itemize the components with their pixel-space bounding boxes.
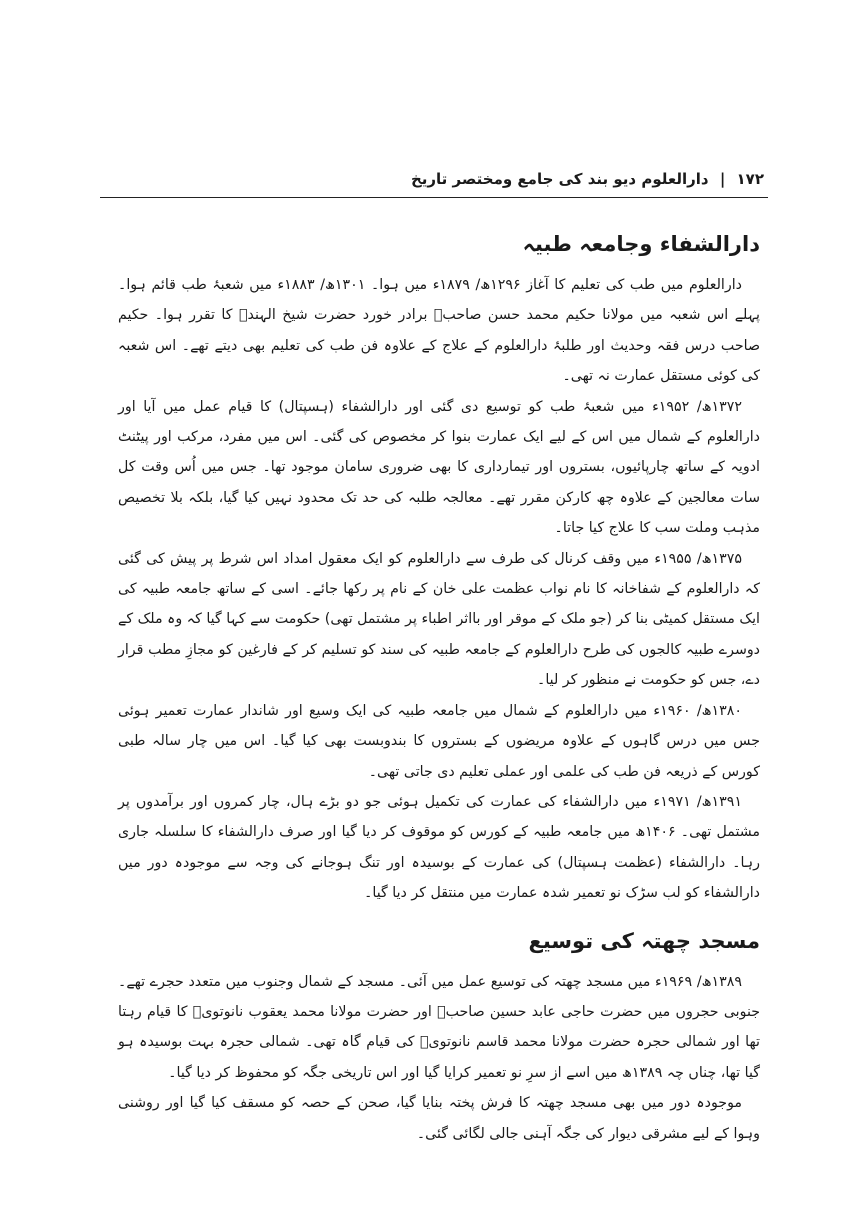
paragraph: ۱۳۷۲ھ/ ۱۹۵۲ء میں شعبۂ طب کو توسیع دی گئی اور دارالشفاء (ہسپتال) کا قیام عمل میں آیا اور دارالعلوم کے شمال میں اس کے لیے ایک عمارت بنوا کر مخصوص کی گئی۔ اس میں مفرد، مرکب اور پیٹنٹ ادویہ کے ساتھ چارپائیوں، بستروں اور تیمارداری کا بھی ضروری سامان موجود تھا۔ جس میں اُس وقت کل سات معالجین کے علاوہ چھ کارکن مقرر تھے۔ معالجہ طلبہ کی حد تک محدود نہیں کیا گیا، بلکہ بلا تخصیص مذہب وملت سب کا علاج کیا جاتا۔: [118, 398, 760, 537]
paragraph: دارالعلوم میں طب کی تعلیم کا آغاز ۱۲۹۶ھ/ ۱۸۷۹ء میں ہوا۔ ۱۳۰۱ھ/ ۱۸۸۳ء میں شعبۂ طب قائم ہوا۔ پہلے اس شعبہ میں مولانا حکیم محمد حسن صاحبؒ برادر خورد حضرت شیخ الہندؒ کا تقرر ہوا۔ حکیم صاحب درس فقہ وحدیث اور طلبۂ دارالعلوم کے علاج کے علاوہ فن طب کی تعلیم بھی دیتے تھے۔ اس شعبہ کی کوئی مستقل عمارت نہ تھی۔: [118, 277, 760, 385]
paragraph: ۱۳۸۰ھ/ ۱۹۶۰ء میں دارالعلوم کے شمال میں جامعہ طبیہ کی ایک وسیع اور شاندار عمارت تعمیر ہوئی جس میں درس گاہوں کے علاوہ مریضوں کے بستروں کا بندوبست بھی کیا گیا۔ اس میں چار سالہ طبی کورس کے ذریعہ فن طب کی علمی اور عملی تعلیم دی جاتی تھی۔: [118, 702, 760, 780]
paragraph: ۱۳۷۵ھ/ ۱۹۵۵ء میں وقف کرنال کی طرف سے دارالعلوم کو ایک معقول امداد اس شرط پر پیش کی گئی کہ دارالعلوم کے شفاخانہ کا نام نواب عظمت علی خان کے نام پر رکھا جائے۔ اسی کے ساتھ جامعہ طبیہ کی ایک مستقل کمیٹی بنا کر (جو ملک کے موقر اور بااثر اطباء پر مشتمل تھی) حکومت سے کہا گیا کہ وہ ملک کے دوسرے طبیہ کالجوں کی طرح دارالعلوم کے جامعہ طبیہ کی سند کو تسلیم کر کے فارغین کو مجازِ مطب قرار دے، جس کو حکومت نے منظور کر لیا۔: [118, 550, 760, 689]
header-separator: |: [719, 170, 726, 188]
section-darushshifa: [118, 228, 760, 909]
running-header: [104, 168, 764, 190]
paragraph: موجودہ دور میں بھی مسجد چھتہ کا فرش پختہ بنایا گیا، صحن کے حصہ کو مسقف کیا گیا اور روشنی وہوا کے لیے مشرقی دیوار کی جگہ آہنی جالی لگائی گئی۔: [118, 1095, 760, 1142]
book-title: دارالعلوم دیو بند کی جامع ومختصر تاریخ: [410, 170, 709, 188]
page-number: ۱۷۲: [736, 170, 764, 188]
page-body: [118, 228, 760, 1149]
paragraph: ۱۳۹۱ھ/ ۱۹۷۱ء میں دارالشفاء کی عمارت کی تکمیل ہوئی جو دو بڑے ہال، چار کمروں اور برآمدوں پر مشتمل تھی۔ ۱۴۰۶ھ میں جامعہ طبیہ کے کورس کو موقوف کر دیا گیا اور صرف دارالشفاء کا سلسلہ جاری رہا۔ دارالشفاء (عظمت ہسپتال) کی عمارت کے بوسیدہ اور تنگ ہوجانے کی وجہ سے موجودہ دور میں دارالشفاء کو لب سڑک نو تعمیر شدہ عمارت میں منتقل کر دیا گیا۔: [118, 793, 760, 902]
paragraph: ۱۳۸۹ھ/ ۱۹۶۹ء میں مسجد چھتہ کی توسیع عمل میں آئی۔ مسجد کے شمال وجنوب میں متعدد حجرے تھے۔ جنوبی حجروں میں حضرت حاجی عابد حسین صاحبؒ اور حضرت مولانا محمد یعقوب نانوتویؒ کا قیام رہتا تھا اور شمالی حجرہ حضرت مولانا محمد قاسم نانوتویؒ کی قیام گاہ تھی۔ شمالی حجرہ بہت بوسیدہ ہو گیا تھا، چناں چہ ۱۳۸۹ھ میں اسے از سرِ نو تعمیر کرایا گیا اور اس تاریخی جگہ کو محفوظ کر دیا گیا۔: [118, 973, 760, 1081]
section-masjid-chhatta: [118, 925, 760, 1149]
header-rule: [100, 197, 768, 198]
section-heading: دارالشفاء وجامعہ طبیہ: [522, 232, 760, 256]
section-heading: مسجد چھتہ کی توسیع: [528, 928, 760, 953]
